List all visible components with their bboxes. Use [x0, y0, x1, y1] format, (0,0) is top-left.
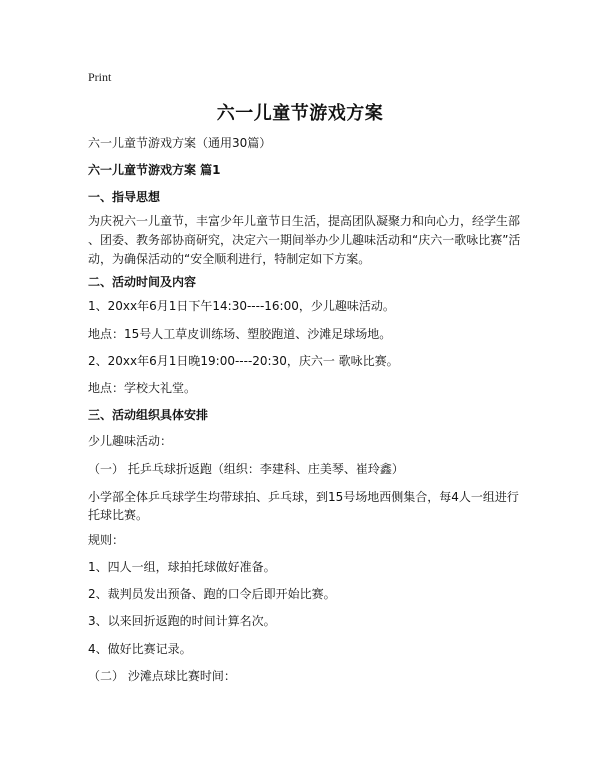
print-header: Print — [88, 70, 112, 84]
section1-heading: 一、指导思想 — [88, 190, 161, 204]
rule-4: 4、做好比赛记录。 — [88, 642, 192, 656]
fun-activities-label: 少儿趣味活动： — [88, 434, 173, 448]
activity-location-1: 地点：15号人工草皮训练场、塑胶跑道、沙滩足球场地。 — [88, 327, 392, 341]
rule-2: 2、裁判员发出预备、跑的口令后即开始比赛。 — [88, 587, 336, 601]
rules-label: 规则： — [88, 533, 125, 547]
section1-body-line2: 、团委、教务部协商研究，决定六一期间举办少儿趣味活动和“庆六一歌咏比赛”活 — [88, 233, 521, 247]
activity-item-1: 1、20xx年6月1日下午14:30----16:00，少儿趣味活动。 — [88, 299, 395, 313]
section1-body-line3: 动，为确保活动的“安全顺利进行，特制定如下方案。 — [88, 252, 371, 266]
section2-heading: 二、活动时间及内容 — [88, 275, 197, 289]
sub-item-1-body-line1: 小学部全体乒乓球学生均带球拍、乒乓球，到15号场地西侧集合，每4人一组进行 — [88, 490, 519, 504]
rule-1: 1、四人一组，球拍托球做好准备。 — [88, 560, 276, 574]
sub-item-1-heading: （一） 托乒乓球折返跑（组织：李建科、庄美琴、崔玲鑫） — [88, 462, 404, 476]
document-title: 六一儿童节游戏方案 — [216, 103, 384, 124]
sub-item-1-body-line2: 托球比赛。 — [88, 508, 149, 522]
chapter-heading: 六一儿童节游戏方案 篇1 — [88, 163, 221, 177]
activity-location-2: 地点：学校大礼堂。 — [88, 381, 197, 395]
section1-body-line1: 为庆祝六一儿童节，丰富少年儿童节日生活，提高团队凝聚力和向心力，经学生部 — [88, 214, 521, 228]
document-subtitle: 六一儿童节游戏方案（通用30篇） — [88, 136, 272, 150]
sub-item-2-heading: （二） 沙滩点球比赛时间： — [88, 669, 236, 683]
rule-3: 3、以来回折返跑的时间计算名次。 — [88, 614, 276, 628]
activity-item-2: 2、20xx年6月1日晚19:00----20:30，庆六一 歌咏比赛。 — [88, 354, 399, 368]
section3-heading: 三、活动组织具体安排 — [88, 408, 209, 422]
